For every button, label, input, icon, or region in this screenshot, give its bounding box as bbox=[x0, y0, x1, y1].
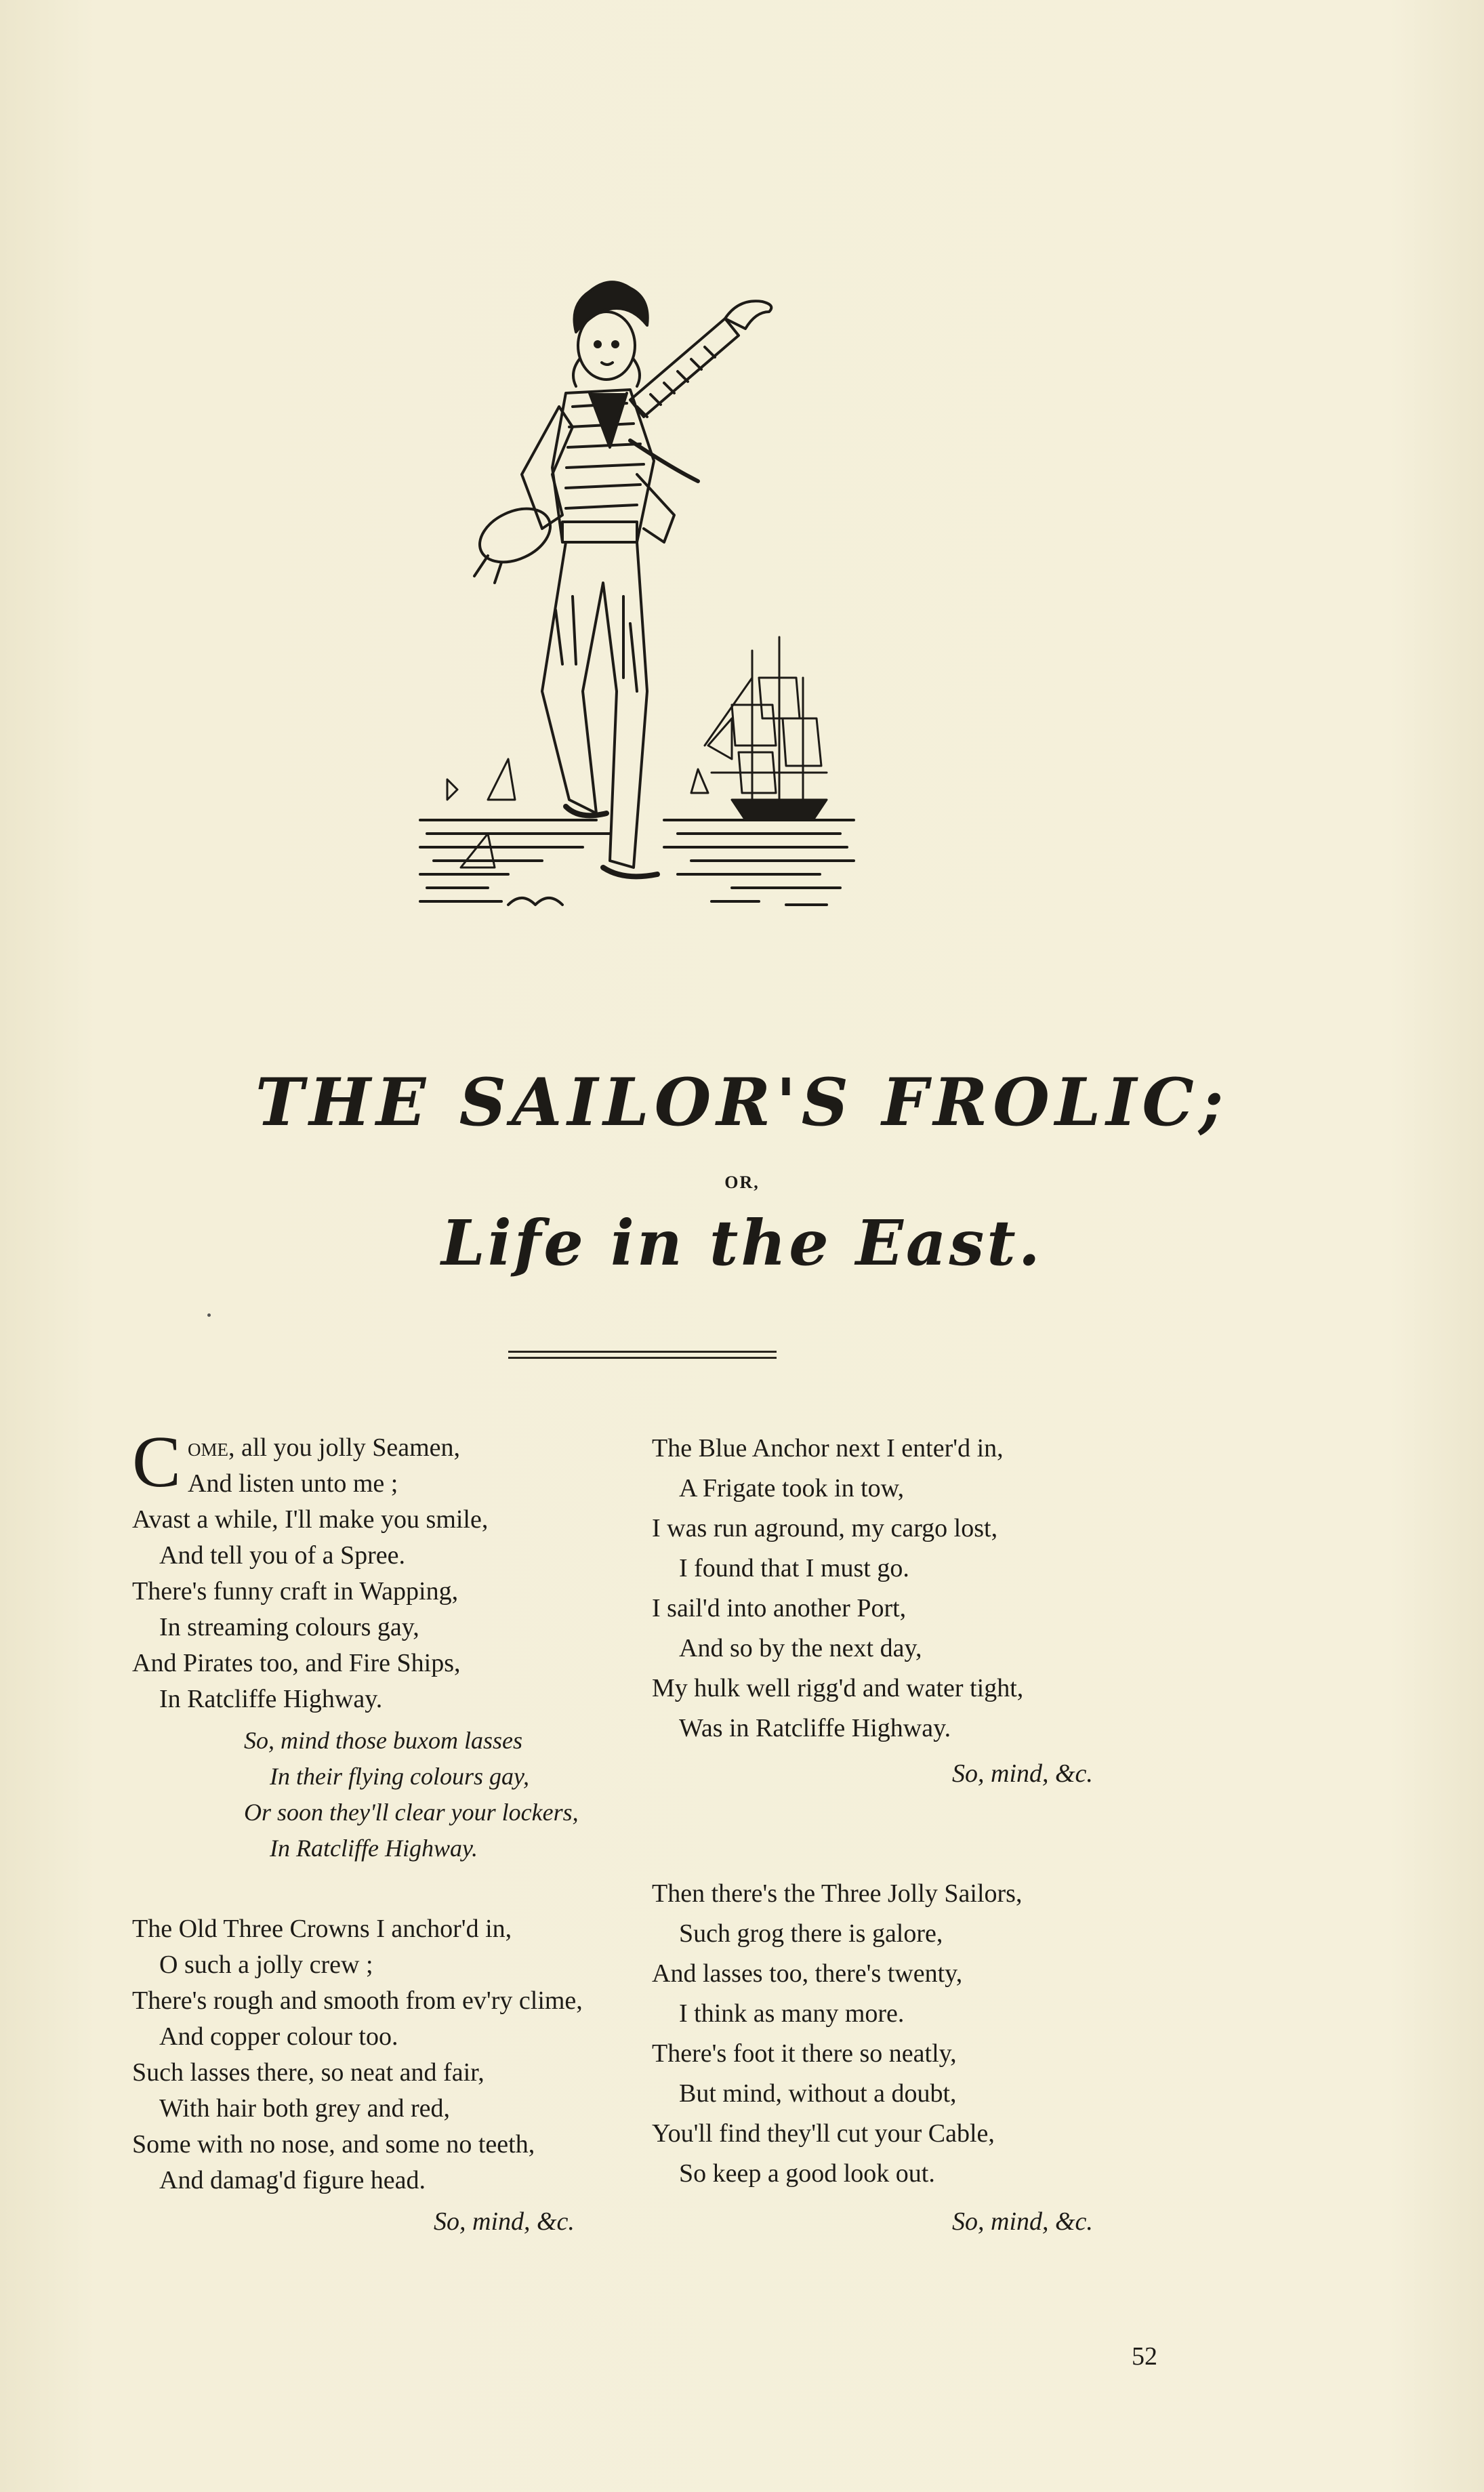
verse-line: A Frigate took in tow, bbox=[679, 1474, 905, 1503]
ship bbox=[705, 637, 827, 820]
page-subtitle: Life in the East. bbox=[441, 1206, 1043, 1280]
verse-line: And copper colour too. bbox=[159, 2022, 398, 2051]
verse-line: With hair both grey and red, bbox=[159, 2094, 451, 2123]
chorus bbox=[244, 1723, 579, 1866]
stanza-4 bbox=[652, 1874, 1022, 2194]
verse-line: And damag'd figure head. bbox=[159, 2166, 426, 2194]
verse-line: You'll find they'll cut your Cable, bbox=[652, 2119, 995, 2148]
verse-line: The Old Three Crowns I anchor'd in, bbox=[132, 1915, 512, 1943]
refrain-stanza-4: So, mind, &c. bbox=[952, 2207, 1093, 2236]
verse-line: I was run aground, my cargo lost, bbox=[652, 1514, 998, 1543]
first-line-tail: all you jolly Seamen, bbox=[234, 1433, 460, 1462]
sailor-illustration bbox=[407, 271, 881, 949]
title-conjunction: OR, bbox=[724, 1172, 760, 1192]
verse-line: My hulk well rigg'd and water tight, bbox=[652, 1674, 1024, 1702]
verse-line: And Pirates too, and Fire Ships, bbox=[132, 1649, 461, 1677]
first-word: ome, bbox=[188, 1433, 235, 1462]
verse-line: And tell you of a Spree. bbox=[159, 1541, 406, 1570]
refrain-stanza-3: So, mind, &c. bbox=[952, 1759, 1093, 1788]
chorus-line: So, mind those buxom lasses bbox=[244, 1727, 522, 1754]
chorus-line: Or soon they'll clear your lockers, bbox=[244, 1799, 579, 1826]
verse-line: O such a jolly crew ; bbox=[159, 1950, 373, 1979]
verse-line: In Ratcliffe Highway. bbox=[159, 1685, 383, 1713]
verse-line bbox=[132, 1430, 488, 1466]
verse-line: There's foot it there so neatly, bbox=[652, 2039, 957, 2068]
verse-line: The Blue Anchor next I enter'd in, bbox=[652, 1434, 1004, 1463]
verse-line: Avast a while, I'll make you smile, bbox=[132, 1505, 489, 1534]
refrain-stanza-2: So, mind, &c. bbox=[434, 2207, 575, 2236]
verse-line: I think as many more. bbox=[679, 1999, 905, 2028]
verse-line: Then there's the Three Jolly Sailors, bbox=[652, 1879, 1023, 1908]
stanza-2 bbox=[132, 1911, 583, 2199]
verse-line: And listen unto me ; bbox=[188, 1469, 398, 1498]
verse-line: There's rough and smooth from ev'ry clime, bbox=[132, 1986, 583, 2015]
stanza-1 bbox=[132, 1422, 489, 1717]
chorus-line: In Ratcliffe Highway. bbox=[270, 1835, 478, 1862]
verse-line: Such grog there is galore, bbox=[679, 1919, 943, 1948]
sailor bbox=[471, 282, 771, 876]
verse-line: But mind, without a doubt, bbox=[679, 2079, 957, 2108]
paper-speck bbox=[207, 1313, 211, 1317]
title-rule-bottom bbox=[508, 1357, 777, 1359]
verse-line: In streaming colours gay, bbox=[159, 1613, 419, 1641]
verse-line: And lasses too, there's twenty, bbox=[652, 1959, 963, 1988]
verse-line: Was in Ratcliffe Highway. bbox=[679, 1714, 951, 1742]
verse-line: And so by the next day, bbox=[679, 1634, 922, 1662]
verse-line: Some with no nose, and some no teeth, bbox=[132, 2130, 535, 2159]
verse-line: There's funny craft in Wapping, bbox=[132, 1577, 459, 1606]
verse-line: I sail'd into another Port, bbox=[652, 1594, 907, 1622]
stanza-3 bbox=[652, 1429, 1023, 1749]
drop-cap: C bbox=[132, 1422, 182, 1503]
verse-line: Such lasses there, so neat and fair, bbox=[132, 2058, 485, 2087]
title-rule-top bbox=[508, 1351, 777, 1353]
page-number: 52 bbox=[1132, 2342, 1157, 2371]
verse-line: I found that I must go. bbox=[679, 1554, 909, 1582]
verse-line: So keep a good look out. bbox=[679, 2159, 935, 2188]
chorus-line: In their flying colours gay, bbox=[270, 1763, 529, 1790]
page-title: THE SAILOR'S FROLIC; bbox=[255, 1064, 1229, 1141]
